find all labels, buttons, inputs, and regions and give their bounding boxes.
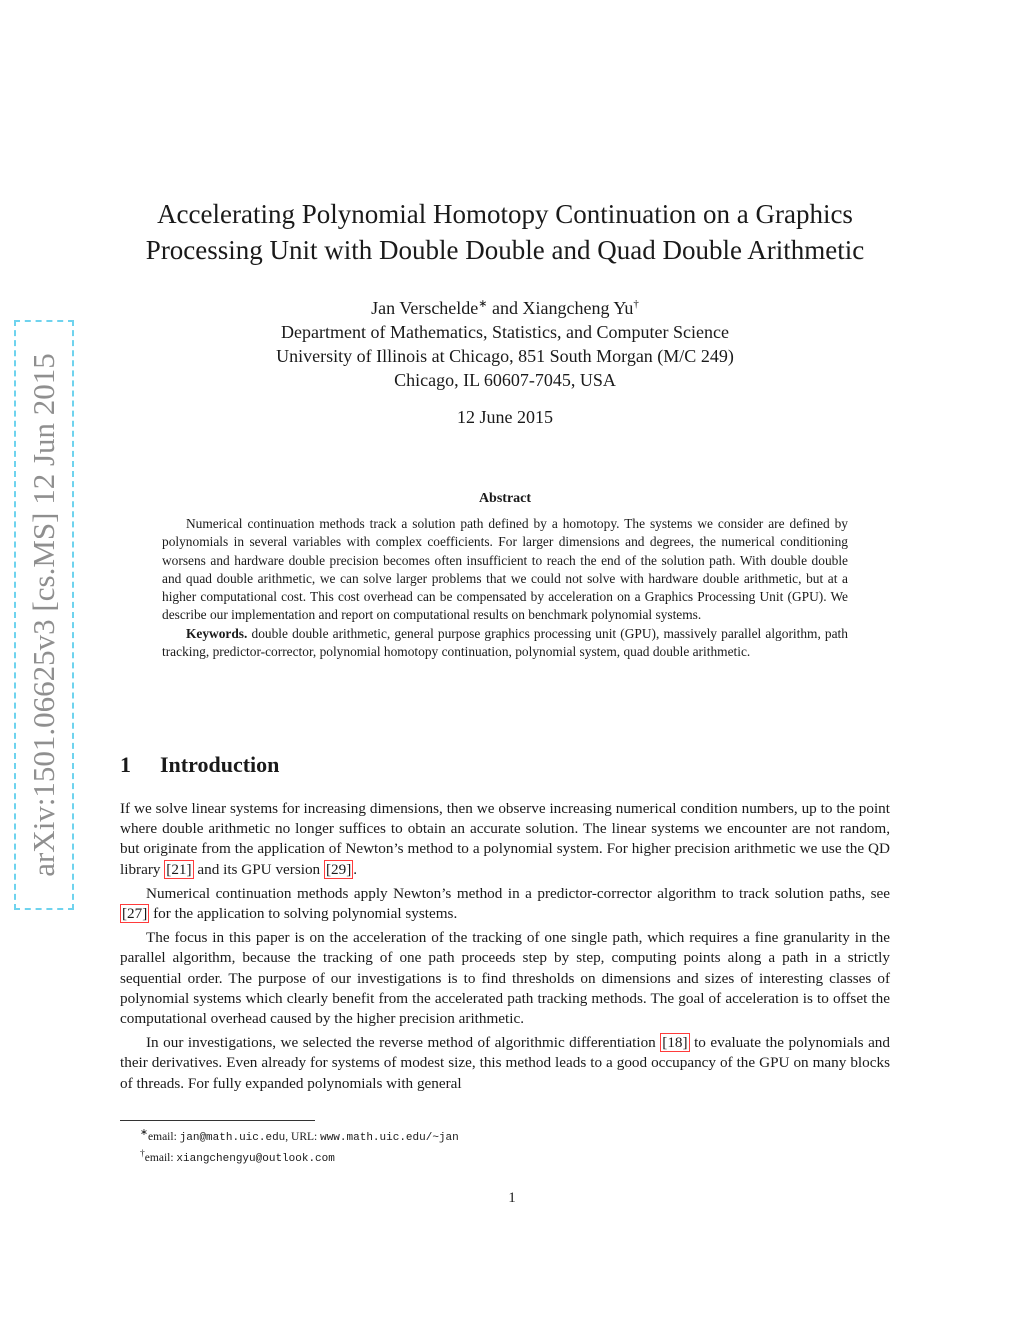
paragraph-1 (120, 799, 890, 880)
paper-date: 12 June 2015 (457, 407, 553, 427)
title-line-2: Processing Unit with Double Double and Quad Double Arithmetic (145, 235, 865, 265)
abstract-body (162, 515, 848, 661)
footnote-2-label: email: (144, 1151, 177, 1164)
abstract-text: Numerical continuation methods track a solution path defined by a homotopy. The systems we consider are defined by polynomials in several variables with complex coefficients. For larger dimensions and degrees, the numerical conditioning worsens and hardware double precision becomes often insufficient to reach the end of the solution path. With double double and quad double arithmetic, we can solve larger problems that we could not solve with hardware double arithmetic, but at a higher computational cost. This cost overhead can be compensated by acceleration on a Graphics Processing Unit (GPU). We describe our implementation and report on computational results on benchmark polynomial systems. (162, 516, 848, 623)
section-heading (120, 752, 279, 778)
footnote-1-mark: ∗ (140, 1127, 149, 1138)
citation-link[interactable]: [18] (662, 1034, 688, 1052)
paragraph-4-text-b: to evaluate the polynomials and their derivatives. Even already for systems of modest size, this method leads to a good occupancy of the GPU on many blocks of threads. For fully expanded polynomials with general (120, 1034, 890, 1092)
title-line-1: Accelerating Polynomial Homotopy Continuation on a Graphics (157, 199, 853, 229)
author-2-mark: † (633, 298, 639, 310)
author-line (110, 292, 900, 320)
paragraph-1-text-a: If we solve linear systems for increasing dimensions, then we observe increasing numerical condition numbers, up to the point where double arithmetic no longer suffices to obtain an accurate solution. The linear systems we encounter are not random, but originate from the application of Newton’s method to a polynomial system. For higher precision arithmetic we use the QD library (120, 800, 890, 878)
footnote-rule (120, 1120, 315, 1121)
author-and: and (492, 298, 519, 318)
paper-title (110, 196, 900, 268)
author-1-mark: ∗ (478, 298, 488, 310)
section-number: 1 (120, 752, 131, 777)
email-link-1[interactable]: jan@math.uic.edu (179, 1131, 286, 1144)
arxiv-stamp (14, 320, 74, 910)
paragraph-2-text-a: Numerical continuation methods apply Newton’s method in a predictor-corrector algorithm to track solution paths, see (146, 884, 890, 902)
citation-link[interactable]: [27] (122, 905, 148, 923)
keywords (162, 625, 848, 662)
footnote-1-label: email: (148, 1130, 180, 1143)
abstract-heading: Abstract (478, 491, 532, 506)
paragraph-1-text-b: and its GPU version (193, 860, 324, 878)
citation-link[interactable]: [21] (166, 860, 192, 878)
author-2: Xiangcheng Yu (522, 298, 634, 318)
author-1: Jan Verschelde (371, 298, 479, 318)
footnote-1-url-label: , URL: (285, 1130, 321, 1143)
footnote-2-mark: † (140, 1147, 145, 1159)
citation-link[interactable]: [29] (325, 860, 352, 878)
paragraph-4 (120, 1033, 890, 1094)
paragraph-3: The focus in this paper is on the acceleration of the tracking of one single path, which requires a fine granularity in the parallel algorithm, because the tracking of one path proceeds step by step, computing points along a path in a strictly sequential order. The purpose of our investigations is to find thresholds on dimensions and sizes of interesting classes of polynomial systems which clearly benefit from the accelerated path tracking methods. The goal of acceleration is to offset the computational overhead caused by the higher precision arithmetic. (120, 929, 890, 1028)
footnote-2 (140, 1146, 459, 1167)
affiliation-city: Chicago, IL 60607-7045, USA (394, 370, 616, 390)
keywords-text: double double arithmetic, general purpose graphics processing unit (GPU), massively parallel algorithm, path tracking, predictor-corrector, polynomial homotopy continuation, polynomial system, quad double arithmetic. (162, 625, 848, 660)
paragraph-1-text-c: . (353, 860, 358, 878)
email-link-2[interactable]: xiangchengyu@outlook.com (176, 1152, 335, 1165)
arxiv-stamp-text: arXiv:1501.06625v3 [cs.MS] 12 Jun 2015 (26, 353, 61, 877)
paragraph-2 (120, 884, 890, 924)
body-text (120, 799, 890, 1098)
affiliation-university: University of Illinois at Chicago, 851 South Morgan (M/C 249) (276, 346, 734, 366)
author-block (110, 292, 900, 392)
keywords-label: Keywords. (186, 625, 248, 641)
section-title: Introduction (160, 752, 280, 777)
footnotes (140, 1125, 459, 1167)
page-number: 1 (508, 1190, 516, 1206)
affiliation-dept: Department of Mathematics, Statistics, and Computer Science (281, 322, 729, 342)
footnote-1 (140, 1125, 459, 1146)
paragraph-4-text-a: In our investigations, we selected the reverse method of algorithmic differentiation (146, 1034, 661, 1052)
paragraph-2-text-b: for the application to solving polynomial systems. (149, 905, 458, 923)
url-link[interactable]: www.math.uic.edu/~jan (320, 1131, 459, 1144)
